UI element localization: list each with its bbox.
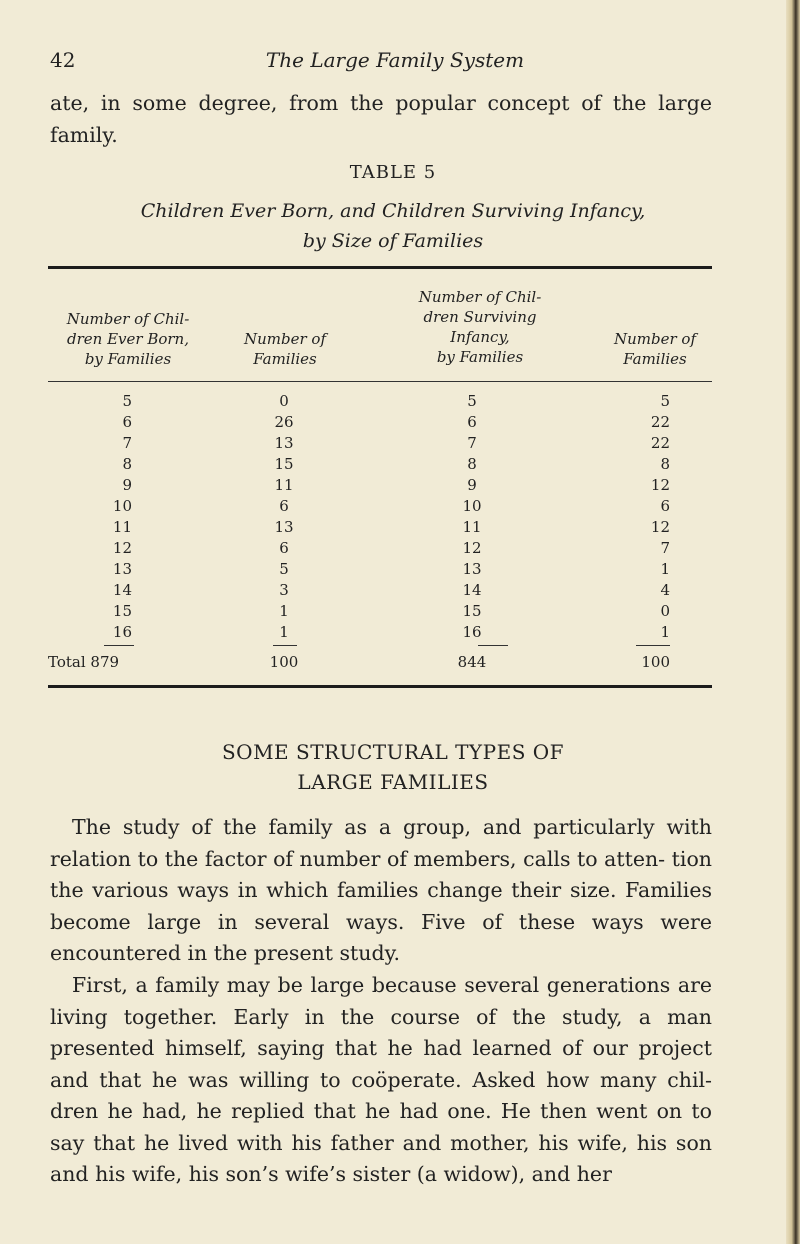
total-surviving: 844 — [457, 653, 487, 671]
section-heading — [0, 737, 786, 797]
section-heading-line1: SOME STRUCTURAL TYPES OF — [221, 740, 565, 764]
cell-surviving: 8 — [467, 455, 477, 473]
cell-born: 16 — [112, 623, 132, 641]
cell-surviving: 15 — [462, 602, 482, 620]
running-head-title: The Large Family System — [265, 48, 525, 72]
cell-families2: 7 — [660, 539, 670, 557]
table-header-rule — [48, 381, 712, 382]
table-caption — [0, 196, 786, 256]
total-born: Total 879 — [48, 653, 120, 671]
cell-families: 0 — [279, 392, 289, 410]
sum-rule — [478, 645, 508, 646]
cell-families2: 1 — [660, 560, 670, 578]
cell-families: 3 — [279, 581, 289, 599]
cell-born: 12 — [112, 539, 132, 557]
table-row — [0, 581, 786, 602]
cell-born: 10 — [112, 497, 132, 515]
col1-header-line: Number of Chil- — [66, 310, 190, 328]
sum-rule — [273, 645, 297, 646]
col1-header-line: dren Ever Born, — [67, 330, 189, 348]
cell-families: 5 — [279, 560, 289, 578]
cell-born: 11 — [112, 518, 132, 536]
cell-surviving: 16 — [462, 623, 482, 641]
cell-surviving: 14 — [462, 581, 482, 599]
cell-born: 7 — [122, 434, 132, 452]
col-header-children-born — [48, 309, 208, 369]
cell-families2: 22 — [650, 434, 670, 452]
cell-families: 1 — [279, 602, 289, 620]
table-row — [0, 602, 786, 623]
total-families: 100 — [269, 653, 299, 671]
table-row — [0, 434, 786, 455]
cell-surviving: 6 — [467, 413, 477, 431]
table-row — [0, 392, 786, 413]
cell-families: 26 — [274, 413, 294, 431]
cell-families2: 12 — [650, 518, 670, 536]
body-paragraph: The study of the family as a group, and particularly with relation to the factor of number of members, calls to atten- tion the various ways in which families change their size. Families become large in several ways. Five of these ways were encountered in the present study. — [50, 815, 712, 965]
table-row — [0, 413, 786, 434]
cell-born: 15 — [112, 602, 132, 620]
col4-header-line: Families — [623, 350, 687, 368]
col2-header-line: Number of — [243, 330, 326, 348]
cell-families2: 1 — [660, 623, 670, 641]
sum-rule — [636, 645, 670, 646]
cell-born: 8 — [122, 455, 132, 473]
cell-surviving: 7 — [467, 434, 477, 452]
cell-families2: 12 — [650, 476, 670, 494]
col3-header-line: Infancy, — [450, 328, 510, 346]
col2-header-line: Families — [253, 350, 317, 368]
cell-born: 9 — [122, 476, 132, 494]
cell-surviving: 5 — [467, 392, 477, 410]
cell-families2: 8 — [660, 455, 670, 473]
col3-header-line: by Families — [436, 348, 524, 366]
table-row — [0, 623, 786, 644]
intro-paragraph: ate, in some degree, from the popular concept of the large family. — [50, 91, 712, 147]
cell-families2: 6 — [660, 497, 670, 515]
cell-surviving: 13 — [462, 560, 482, 578]
cell-families: 1 — [279, 623, 289, 641]
page-number: 42 — [50, 48, 76, 72]
cell-families: 13 — [274, 518, 294, 536]
total-families2: 100 — [641, 653, 670, 671]
running-head — [50, 48, 710, 78]
cell-families2: 22 — [650, 413, 670, 431]
col3-header-line: Number of Chil- — [418, 288, 542, 306]
col3-header-line: dren Surviving — [423, 308, 537, 326]
section-heading-line2: LARGE FAMILIES — [297, 770, 489, 794]
table-row — [0, 476, 786, 497]
table-caption-line2: by Size of Families — [302, 230, 484, 252]
table-row — [0, 455, 786, 476]
cell-families: 13 — [274, 434, 294, 452]
sum-rule — [104, 645, 134, 646]
cell-surviving: 9 — [467, 476, 477, 494]
cell-families: 6 — [279, 539, 289, 557]
table-row — [0, 518, 786, 539]
cell-born: 5 — [122, 392, 132, 410]
table-row — [0, 539, 786, 560]
table-caption-line1: Children Ever Born, and Children Surviving Infancy, — [140, 200, 646, 222]
cell-families2: 5 — [660, 392, 670, 410]
col-header-families-2 — [590, 329, 720, 369]
table-bottom-rule — [48, 685, 712, 688]
cell-families: 11 — [274, 476, 294, 494]
cell-born: 14 — [112, 581, 132, 599]
body-paragraph: First, a family may be large because several generations are living together. Early in the course of the study, a man presented himself, saying that he had learned of our project and that he was willing to coöperate. Asked how many chil- dren he had, he replied that he had one. He then went on to say that he lived with his father and mother, his wife, his son and his wife, his son’s wife’s sister (a widow), and her — [50, 973, 712, 1186]
cell-families2: 0 — [660, 602, 670, 620]
cell-born: 6 — [122, 413, 132, 431]
table-top-rule — [48, 266, 712, 269]
table-label: TABLE 5 — [349, 162, 437, 183]
table-row — [0, 497, 786, 518]
cell-families: 15 — [274, 455, 294, 473]
cell-families2: 4 — [660, 581, 670, 599]
cell-families: 6 — [279, 497, 289, 515]
col1-header-line: by Families — [84, 350, 172, 368]
page-edge — [786, 0, 800, 1244]
col4-header-line: Number of — [613, 330, 696, 348]
table-row — [0, 560, 786, 581]
col-header-children-surviving — [400, 287, 560, 367]
cell-surviving: 12 — [462, 539, 482, 557]
col-header-families — [220, 329, 350, 369]
cell-born: 13 — [112, 560, 132, 578]
cell-surviving: 11 — [462, 518, 482, 536]
cell-surviving: 10 — [462, 497, 482, 515]
